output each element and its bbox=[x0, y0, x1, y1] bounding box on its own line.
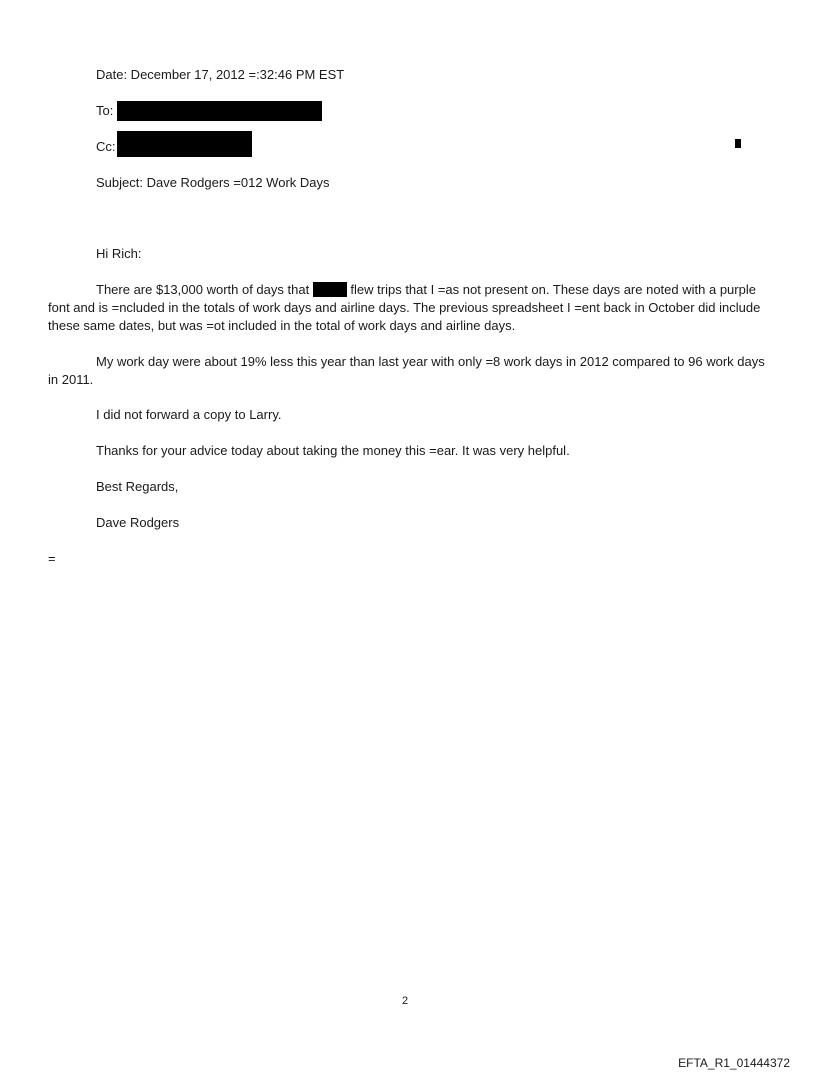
page-number: 2 bbox=[402, 995, 409, 1007]
paragraph-1-start: There are $13,000 worth of days that bbox=[96, 282, 313, 297]
paragraph-4: Thanks for your advice today about taking the money this =ear. It was very helpful. bbox=[96, 443, 570, 458]
email-date: Date: December 17, 2012 =:32:46 PM EST bbox=[96, 67, 345, 82]
to-label: To: bbox=[96, 103, 114, 118]
bates-number: EFTA_R1_01444372 bbox=[678, 1056, 790, 1070]
name-redaction bbox=[313, 282, 347, 297]
to-redaction bbox=[117, 101, 322, 121]
greeting: Hi Rich: bbox=[96, 246, 142, 261]
signature: Dave Rodgers bbox=[96, 515, 180, 530]
closing: Best Regards, bbox=[96, 479, 179, 494]
margin-redaction-mark bbox=[735, 139, 741, 148]
email-subject: Subject: Dave Rodgers =012 Work Days bbox=[96, 175, 330, 190]
paragraph-1-end: flew trips that I =as not present on. These days are noted with a purple font and is =ncluded in the totals of work days and airline days. The previous spreadsheet I =ent back in October did include these same dates, but was =ot included in the total of work days and airline days. bbox=[48, 282, 761, 333]
paragraph-3: I did not forward a copy to Larry. bbox=[96, 407, 282, 422]
cc-label: Cc: bbox=[96, 139, 116, 154]
trailer-character: = bbox=[48, 551, 56, 566]
paragraph-1 bbox=[48, 281, 770, 335]
cc-redaction bbox=[117, 131, 252, 157]
paragraph-2: My work day were about 19% less this year than last year with only =8 work days in 2012 compared to 96 work days in 2011. bbox=[48, 354, 765, 387]
